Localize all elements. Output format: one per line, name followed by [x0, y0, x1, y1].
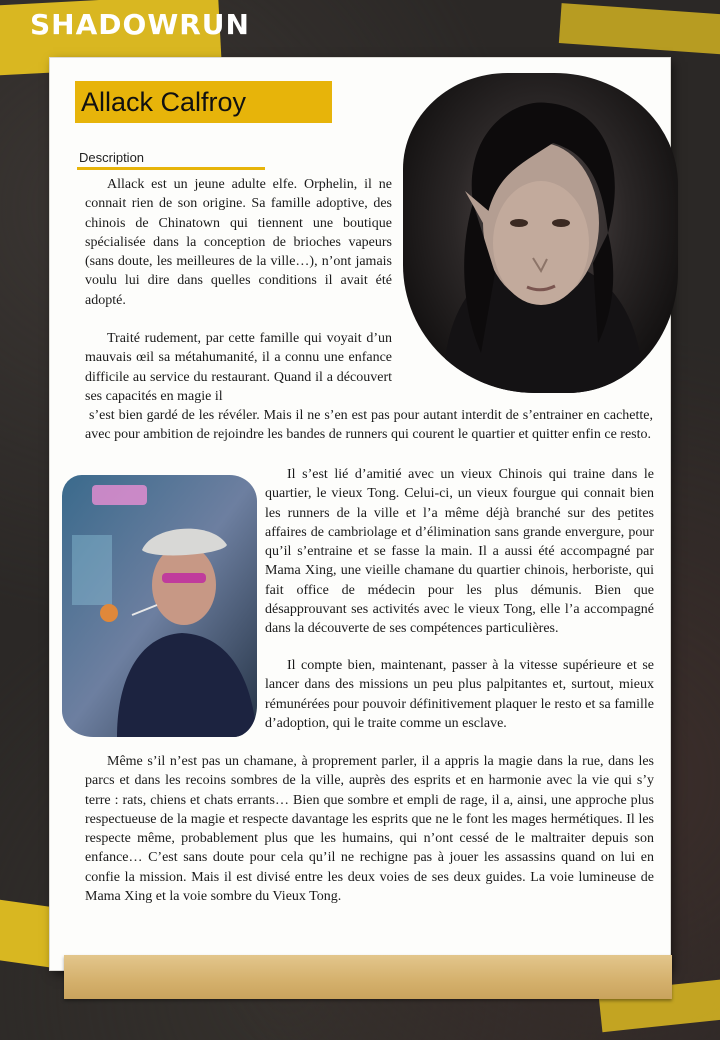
yellow-paint-stripe	[559, 3, 720, 57]
description-paragraph: Traité rudement, par cette famille qui voyait d’un mauvais œil sa métahumanité, il a connu une enfance difficile au service du restaurant. Quand il a découvert ses capacités en magie il	[85, 331, 392, 404]
description-paragraph: Il compte bien, maintenant, passer à la vitesse supérieure et se lancer dans des missions un peu plus palpitantes et, surtout, mieux rémunérées pour pouvoir définitivement plaquer le resto et sa famille d’adoption, qui le traite comme un esclave.	[265, 658, 654, 731]
elf-portrait-illustration	[403, 73, 678, 393]
old-man-tong-illustration	[62, 475, 257, 737]
character-name-banner	[75, 81, 332, 123]
description-paragraph: s’est bien gardé de les révéler. Mais il ne s’en est pas pour autant interdit de s’entrainer en cachette, avec pour ambition de rejoindre les bandes de runners qui courent le quartier et quitter enfin ce resto.	[85, 408, 653, 443]
description-paragraph: Il s’est lié d’amitié avec un vieux Chinois qui traine dans le quartier, le vieux Tong. Celui-ci, un vieux fourgue qui connait bien les runners de la ville et l’a même déjà branché sur des petites affaires de cambriolage et d’élimination sans grande envergure, pour qu’il s’entraine et se fasse la main. Il a aussi été accompagné par Mama Xing, une vieille chamane du quartier chinois, herboriste, qui fait office de médecin pour les plus démunis. Bien que désapprouvant ses activités avec le vieux Tong, elle l’a accompagné dans la découverte de ses compétences particulières.	[265, 467, 654, 637]
masking-tape-strip	[64, 955, 672, 999]
section-underline	[77, 167, 265, 170]
shadowrun-logo: SHADOWRUN	[30, 8, 250, 41]
description-paragraph: Même s’il n’est pas un chamane, à proprement parler, il a appris la magie dans la rue, dans les parcs et dans les recoins sombres de la ville, auprès des esprits et en harmonie avec la vie qui s’y terre : rats, chiens et chats errants… Bien que sombre et empli de rage, il a, ainsi, une approche plus respectueuse de la magie et respecte davantage les esprits que ne le font les mages hermétiques. Il les respecte même, probablement plus que les humains, qui n’ont cessé de le maltraiter depuis son enfance… C’est sans doute pour cela qu’il ne rechigne pas à jouer les assassins quand on lui en confie la mission. Mais il est divisé entre les deux voies de ses deux guides. La voie lumineuse de Mama Xing et la voie sombre du Vieux Tong.	[85, 754, 654, 905]
character-name: Allack Calfroy	[81, 87, 247, 117]
description-paragraph: Allack est un jeune adulte elfe. Orphelin, il ne connait rien de son origine. Sa famille adoptive, des chinois de Chinatown qui tiennent une boutique spécialisée dans la conception de brioches vapeurs (sans doute, les meilleures de la ville…), n’ont jamais voulu lui dire dans quelles conditions il avait été adopté.	[85, 177, 392, 308]
section-label: Description	[79, 150, 145, 165]
